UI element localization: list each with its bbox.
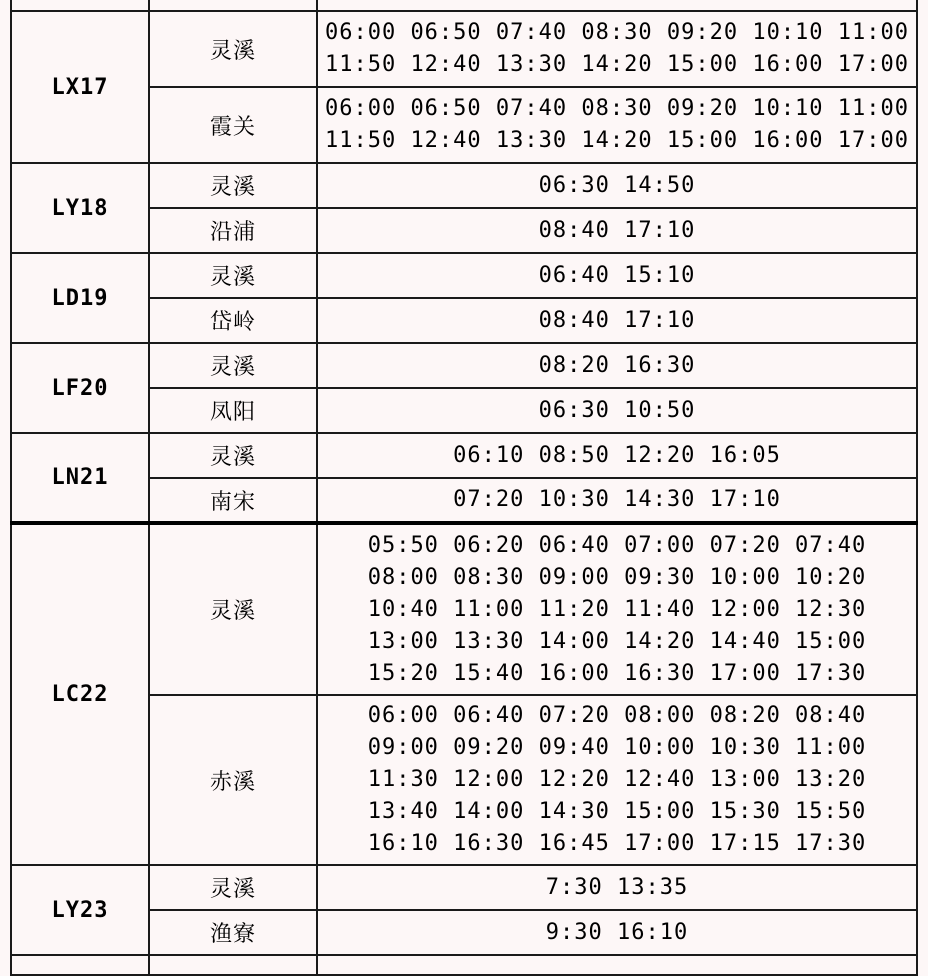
time-line: 06:00 06:50 07:40 08:30 09:20 10:10 11:00 [324, 20, 910, 45]
departure-times [317, 523, 917, 695]
time-line: 06:10 08:50 12:20 16:05 [453, 442, 781, 468]
route-code: LF20 [11, 343, 149, 433]
stop-name: 灵溪 [149, 163, 317, 208]
route-code: LX17 [11, 11, 149, 163]
stop-name: 沿浦 [149, 208, 317, 253]
departure-times [317, 343, 917, 388]
table-row [11, 163, 917, 208]
time-line: 05:50 06:20 06:40 07:00 07:20 07:40 [367, 532, 867, 558]
time-line: 06:30 14:50 [538, 172, 696, 198]
table-row [11, 523, 917, 695]
route-code: LY18 [11, 163, 149, 253]
partial-cell [149, 955, 317, 975]
departure-times [317, 298, 917, 343]
time-line: 09:00 09:20 09:40 10:00 10:30 11:00 [367, 735, 867, 760]
partial-cell [11, 955, 149, 975]
departure-times [317, 87, 917, 163]
partial-cell [149, 0, 317, 11]
time-line: 06:30 10:50 [538, 397, 696, 423]
departure-times [317, 695, 917, 865]
table-row [11, 955, 917, 975]
route-code: LY23 [11, 865, 149, 955]
stop-name: 灵溪 [149, 11, 317, 87]
time-line: 08:40 17:10 [538, 307, 696, 333]
stop-name: 凤阳 [149, 388, 317, 433]
time-line: 11:30 12:00 12:20 12:40 13:00 13:20 [367, 767, 867, 792]
stop-name: 灵溪 [149, 343, 317, 388]
departure-times [317, 163, 917, 208]
route-code: LC22 [11, 523, 149, 865]
bus-schedule-table [10, 0, 918, 976]
time-line: 06:00 06:50 07:40 08:30 09:20 10:10 11:00 [324, 96, 910, 121]
time-line: 06:00 06:40 07:20 08:00 08:20 08:40 [367, 703, 867, 728]
stop-name: 灵溪 [149, 253, 317, 298]
stop-name: 赤溪 [149, 695, 317, 865]
time-line: 11:50 12:40 13:30 14:20 15:00 16:00 17:00 [324, 128, 910, 153]
stop-name: 灵溪 [149, 433, 317, 478]
departure-times [317, 388, 917, 433]
route-code: LN21 [11, 433, 149, 523]
table-row [11, 11, 917, 87]
table-row [11, 0, 917, 11]
time-line: 08:20 16:30 [538, 352, 696, 378]
time-line: 16:10 16:30 16:45 17:00 17:15 17:30 [367, 831, 867, 856]
time-line: 07:20 10:30 14:30 17:10 [453, 487, 781, 512]
table-row [11, 433, 917, 478]
stop-name: 灵溪 [149, 523, 317, 695]
table-row [11, 865, 917, 910]
partial-cell [11, 0, 149, 11]
table-row [11, 343, 917, 388]
departure-times [317, 865, 917, 910]
time-line: 06:40 15:10 [538, 262, 696, 288]
route-code: LD19 [11, 253, 149, 343]
time-line: 08:40 17:10 [538, 217, 696, 243]
table-row [11, 253, 917, 298]
time-line: 08:00 08:30 09:00 09:30 10:00 10:20 [367, 564, 867, 590]
stop-name: 南宋 [149, 478, 317, 523]
stop-name: 灵溪 [149, 865, 317, 910]
time-line: 13:40 14:00 14:30 15:00 15:30 15:50 [367, 799, 867, 824]
departure-times [317, 208, 917, 253]
departure-times [317, 478, 917, 523]
time-line: 13:00 13:30 14:00 14:20 14:40 15:00 [367, 628, 867, 654]
time-line: 7:30 13:35 [545, 874, 689, 900]
stop-name: 岱岭 [149, 298, 317, 343]
time-line: 9:30 16:10 [545, 919, 689, 945]
partial-cell [317, 955, 917, 975]
time-line: 10:40 11:00 11:20 11:40 12:00 12:30 [367, 596, 867, 622]
stop-name: 渔寮 [149, 910, 317, 955]
departure-times [317, 253, 917, 298]
stop-name: 霞关 [149, 87, 317, 163]
time-line: 15:20 15:40 16:00 16:30 17:00 17:30 [367, 660, 867, 686]
departure-times [317, 11, 917, 87]
partial-cell [317, 0, 917, 11]
time-line: 11:50 12:40 13:30 14:20 15:00 16:00 17:00 [324, 52, 910, 77]
departure-times [317, 433, 917, 478]
departure-times [317, 910, 917, 955]
